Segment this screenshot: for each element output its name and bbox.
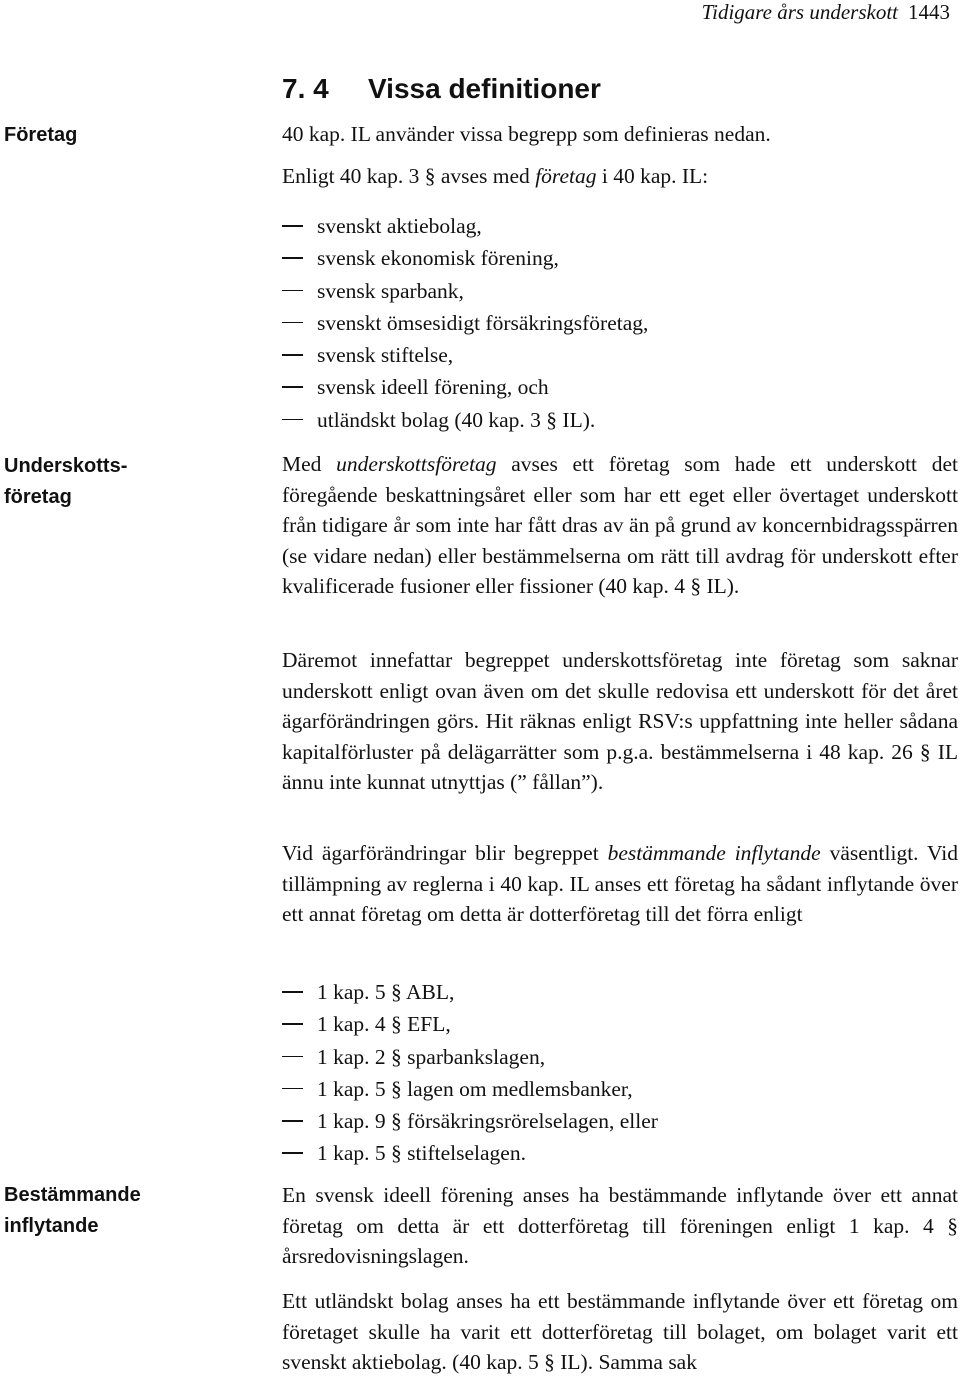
term-bestammande-inflytande: bestämmande inflytande xyxy=(607,841,821,865)
intro-line-2-post: i 40 kap. IL: xyxy=(596,163,709,188)
margin-note-foretag xyxy=(4,120,77,151)
section-heading xyxy=(282,72,601,106)
intro-line-2 xyxy=(282,161,958,192)
list-item: 1 kap. 5 § lagen om medlemsbanker, xyxy=(282,1073,958,1105)
underskott-p1-pre: Med xyxy=(282,452,337,476)
section-number: 7. 4 xyxy=(282,73,329,104)
section-title: Vissa definitioner xyxy=(368,73,601,104)
inflytande-paragraph-3 xyxy=(282,1286,958,1378)
intro-block xyxy=(282,119,958,191)
list-item: svenskt aktiebolag, xyxy=(282,210,958,242)
list-item: 1 kap. 9 § försäkringsrörelselagen, eller xyxy=(282,1105,958,1137)
intro-line-1: 40 kap. IL använder vissa begrepp som definieras nedan. xyxy=(282,122,771,146)
inflytande-paragraph-1 xyxy=(282,838,958,930)
law-list-block xyxy=(282,976,958,1170)
list-item: svenskt ömsesidigt försäkringsföretag, xyxy=(282,307,958,339)
inflytande-paragraph-2 xyxy=(282,1180,958,1272)
list-item: svensk sparbank, xyxy=(282,275,958,307)
list-item: utländskt bolag (40 kap. 3 § IL). xyxy=(282,404,958,436)
list-item: 1 kap. 5 § ABL, xyxy=(282,976,958,1008)
inflytande-p1-post: väsentligt. Vid tillämpning av reglerna i 40 kap. IL anses ett företag ha sådant inflytande över ett annat företag om detta är dotterföretag till det förra enligt xyxy=(282,841,959,926)
term-foretag: företag xyxy=(535,163,597,188)
page-number: 1443 xyxy=(908,0,950,24)
underskott-p2-text: Däremot innefattar begreppet underskottsföretag inte företag som saknar underskott enligt ovan även om det skulle redovisa ett underskott för det året ägarförändringen görs. Hit räknas enligt RSV:s uppfattning inte heller sådana kapitalförluster på delägarrätter som p.g.a. bestämmelserna i 48 kap. 26 § IL ännu inte kunnat utnyttjas (” fållan”). xyxy=(282,648,958,794)
margin-note-bestammande-inflytande xyxy=(4,1180,141,1242)
intro-line-2-pre: Enligt 40 kap. 3 § avses med xyxy=(282,163,536,188)
list-item: svensk ideell förening, och xyxy=(282,371,958,403)
margin-note-foretag-text: Företag xyxy=(4,124,78,146)
law-list xyxy=(282,976,958,1170)
margin-note-underskottsforetag-text: Underskotts- företag xyxy=(4,455,128,508)
foretag-list-block xyxy=(282,210,958,436)
inflytande-p3-text: Ett utländskt bolag anses ha ett bestämmande inflytande över ett företag om företaget skulle ha varit ett dotterföretag till bolaget, om bolaget varit ett svenskt aktiebolag. (40 kap. 5 § IL). Samma sak xyxy=(282,1289,958,1374)
inflytande-p1-pre: Vid ägarförändringar blir begreppet xyxy=(282,841,608,865)
underskott-paragraph-1 xyxy=(282,449,958,602)
running-header xyxy=(702,0,950,24)
foretag-list xyxy=(282,210,958,436)
list-item: svensk ekonomisk förening, xyxy=(282,242,958,274)
list-item: svensk stiftelse, xyxy=(282,339,958,371)
margin-note-underskottsforetag xyxy=(4,451,127,513)
underskott-paragraph-2 xyxy=(282,645,958,798)
running-header-title: Tidigare års underskott xyxy=(701,0,898,24)
underskott-p1-post: avses ett företag som hade ett underskott det föregående beskattningsåret eller som har ett eget eller övertaget underskott från tidigare år som inte har fått dras av än på grund av koncernbidragsspärren (se vidare nedan) eller bestämmelserna om rätt till avdrag för underskott efter kvalificerade fusioner eller fissioner (40 kap. 4 § IL). xyxy=(282,452,958,598)
list-item: 1 kap. 2 § sparbankslagen, xyxy=(282,1041,958,1073)
inflytande-p2-text: En svensk ideell förening anses ha bestämmande inflytande över ett annat företag om detta är ett dotterföretag till föreningen enligt 1 kap. 4 § årsredovisningslagen. xyxy=(282,1183,958,1268)
list-item: 1 kap. 5 § stiftelselagen. xyxy=(282,1137,958,1169)
term-underskottsforetag: underskottsföretag xyxy=(336,452,497,476)
margin-note-inflytande-text: Bestämmande inflytande xyxy=(4,1184,141,1237)
list-item: 1 kap. 4 § EFL, xyxy=(282,1008,958,1040)
